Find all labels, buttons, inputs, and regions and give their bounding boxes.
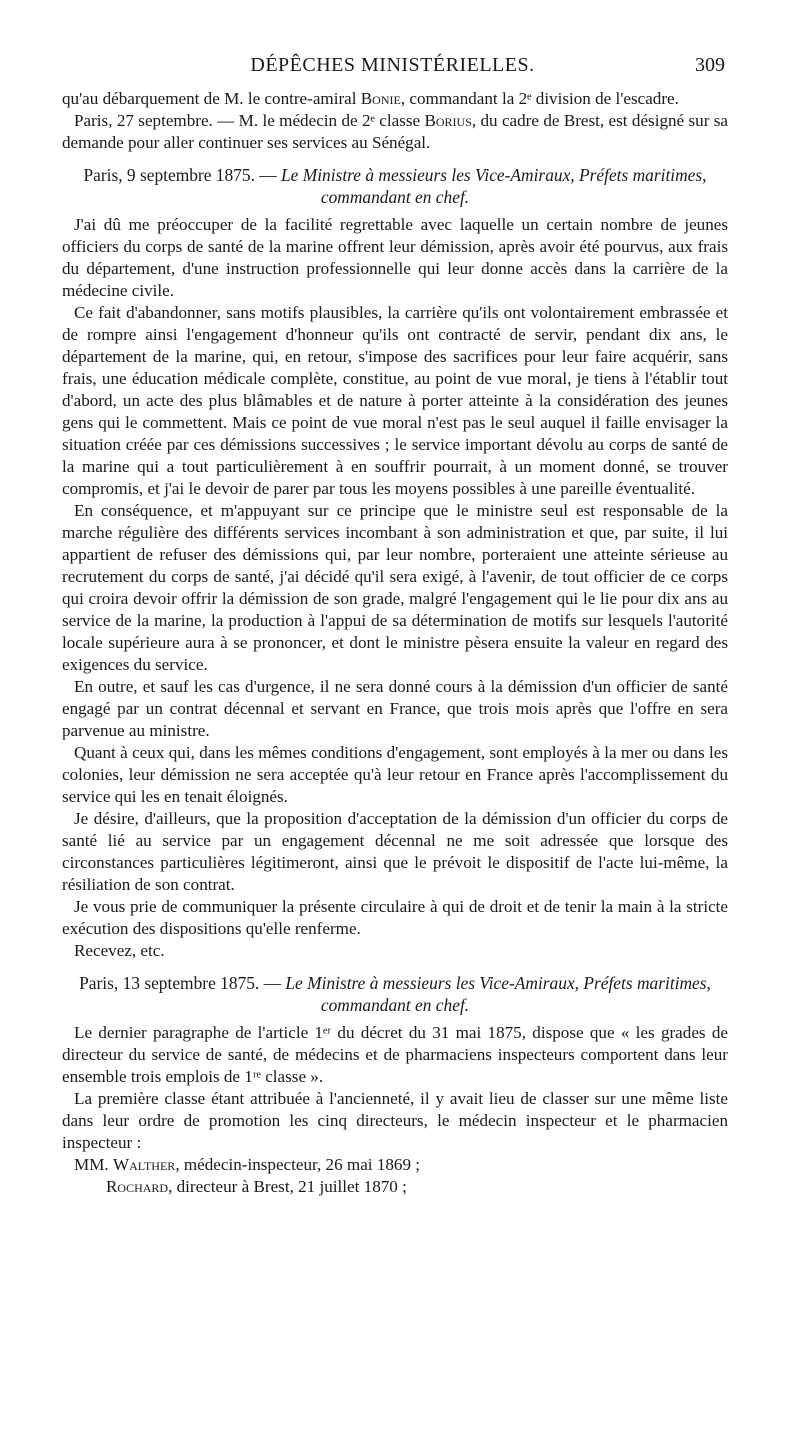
intro-paragraph-2 bbox=[62, 110, 728, 154]
list-rest: , directeur à Brest, 21 juillet 1870 ; bbox=[168, 1177, 407, 1196]
circular2-paragraph: La première classe étant attribuée à l'ancienneté, il y avait lieu de classer sur une même liste dans leur ordre de promotion les cinq directeurs, le médecin inspecteur et le pharmacien inspecteur : bbox=[62, 1089, 728, 1152]
circular1-paragraph: En outre, et sauf les cas d'urgence, il ne sera donné cours à la démission d'un officier de santé engagé par un contrat décennal et servant en France, que trois mois après que l'offre en sera parvenue au ministre. bbox=[62, 677, 728, 740]
circular1-paragraph: Quant à ceux qui, dans les mêmes conditions d'engagement, sont employés à la mer ou dans les colonies, leur démission ne sera acceptée qu'à leur retour en France après l'accomplissement du service qui les en tenait éloignés. bbox=[62, 743, 728, 806]
page-number: 309 bbox=[695, 54, 725, 76]
running-head bbox=[60, 54, 725, 82]
heading-date: Paris, 9 septembre 1875. — bbox=[83, 165, 277, 185]
list-prefix: MM. bbox=[74, 1155, 113, 1174]
heading-title: Le Ministre à messieurs les Vice-Amiraux, Préfets maritimes, commandant en chef. bbox=[276, 165, 707, 207]
circular1-paragraph: Je désire, d'ailleurs, que la proposition d'acceptation de la démission d'un officier du corps de santé lié au service par un engagement décennal ne me soit adressée que lorsque des circonstances particulières légitimeront, ainsi que le prévoit le dispositif de l'acte lui-même, la résiliation de son contrat. bbox=[62, 809, 728, 894]
list-rest: , médecin-inspecteur, 26 mai 1869 ; bbox=[175, 1155, 421, 1174]
heading-date: Paris, 13 septembre 1875. — bbox=[79, 973, 282, 993]
list-entry bbox=[62, 1154, 728, 1176]
circular1-paragraph: En conséquence, et m'appuyant sur ce principe que le ministre seul est responsable de la marche régulière des différents services incombant à son administration et que, par suite, il lui appartient de refuser des démissions qui, par leur nombre, porteraient une atteinte sérieuse au recrutement du corps de santé, j'ai décidé qu'il sera exigé, à l'avenir, de tout officier de ce corps qui croira devoir offrir la démission de son grade, malgré l'engagement qui le lie pour dix ans au service de la marine, la production à l'appui de sa détermination de motifs sur lesquels l'autorité locale supérieure aura à se prononcer, et dont le ministre pèsera ensuite la valeur en regard des exigences du service. bbox=[62, 501, 728, 674]
circular1-paragraph: Je vous prie de communiquer la présente circulaire à qui de droit et de tenir la main à la stricte exécution des dispositions qu'elle renferme. bbox=[62, 897, 728, 938]
person-name: Borius bbox=[424, 111, 472, 130]
circular-heading-2 bbox=[62, 972, 728, 1016]
intro-text: qu'au débarquement de M. le contre-amiral bbox=[62, 89, 361, 108]
circular-heading-1 bbox=[62, 164, 728, 208]
intro-text: Paris, 27 septembre. — M. le médecin de 2ᵉ classe bbox=[74, 111, 425, 130]
body-text bbox=[62, 88, 728, 1198]
intro-text: , du cadre de Brest, est désigné sur sa demande pour aller continuer ses services au Sénégal. bbox=[62, 111, 728, 152]
list-entry bbox=[62, 1176, 728, 1198]
closing-formula: Recevez, etc. bbox=[74, 941, 165, 960]
intro-paragraph-1 bbox=[62, 88, 728, 110]
person-name: Bonie bbox=[360, 89, 401, 108]
intro-text: , commandant la 2ᵉ division de l'escadre. bbox=[400, 89, 679, 108]
circular1-paragraph: J'ai dû me préoccuper de la facilité regrettable avec laquelle un certain nombre de jeunes officiers du corps de santé de la marine offrent leur démission, après avoir été pourvus, aux frais du département, d'une instruction professionnelle qui leur donne accès dans la carrière de la médecine civile. bbox=[62, 215, 728, 300]
circular2-paragraph: Le dernier paragraphe de l'article 1ᵉʳ du décret du 31 mai 1875, dispose que « les grades de directeur du service de santé, de médecins et de pharmaciens inspecteurs comportent dans leur ensemble trois emplois de 1ʳᵉ classe ». bbox=[62, 1023, 728, 1086]
heading-title: Le Ministre à messieurs les Vice-Amiraux, Préfets maritimes, commandant en chef. bbox=[281, 973, 711, 1015]
person-name: Walther bbox=[112, 1155, 176, 1174]
running-title: DÉPÊCHES MINISTÉRIELLES. bbox=[250, 54, 535, 76]
circular1-paragraph: Ce fait d'abandonner, sans motifs plausibles, la carrière qu'ils ont volontairement embrassée et de rompre ainsi l'engagement d'honneur qu'ils ont contracté de servir, pendant dix ans, le département de la marine, qui, en retour, s'impose des sacrifices pour leur faire acquérir, sans frais, une éducation médicale complète, constitue, au point de vue moral, je tiens à l'établir tout d'abord, un acte des plus blâmables et de nature à porter atteinte à la considération des jeunes gens qui le commettent. Mais ce point de vue moral n'est pas le seul auquel il faille envisager la situation créée par ces démissions successives ; le service important dévolu au corps de santé de la marine qui a tout particulièrement à en souffrir pourrait, à un moment donné, se trouver compromis, et j'ai le devoir de parer par tous les moyens possibles à une pareille éventualité. bbox=[62, 303, 728, 498]
person-name: Rochard bbox=[106, 1177, 169, 1196]
